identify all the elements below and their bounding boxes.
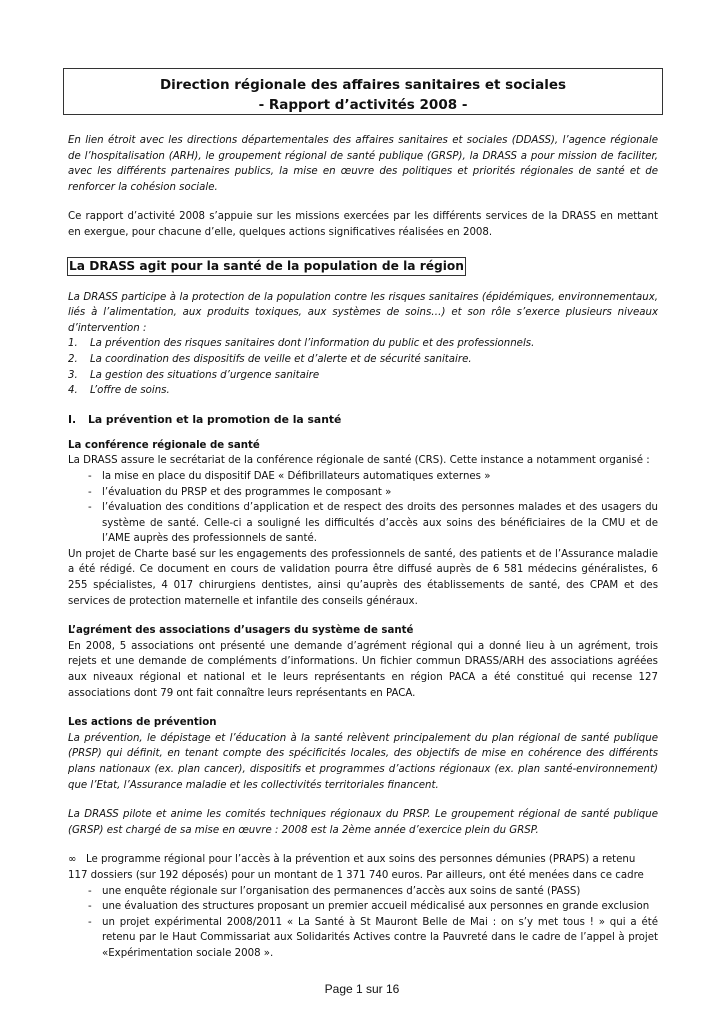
section-title: La DRASS agit pour la santé de la population de la région (67, 257, 466, 276)
subheading-prevention: Les actions de prévention (68, 717, 217, 729)
list-item: 1. La prévention des risques sanitaires dont l’information du public et des professionnels. (68, 338, 535, 350)
subheading-crs: La conférence régionale de santé (68, 439, 260, 451)
intro-paragraph: En lien étroit avec les directions départementales des affaires sanitaires et sociales (DDASS), l’agence régionale de l’hospitalisation (ARH), le groupement régional de santé publique (GRSP), la DRASS a pour mission de faciliter, avec les différents partenaires publics, la mise en œuvre des politiques et priorités régionales de santé et de renforcer la cohésion sociale. (68, 135, 658, 193)
document-page (68, 68, 658, 962)
prevention-paragraph: La prévention, le dépistage et l’éducation à la santé relèvent principalement du plan régional de santé publique (PRSP) qui définit, en tenant compte des spécificités locales, des objectifs de mise en cohérence des différents plans nationaux (ex. plan cancer), dispositifs et programmes d’actions régionaux (ex. plan santé-environnement) que l’Etat, l’Assurance maladie et les collectivités territoriales financent. (68, 732, 658, 791)
list-item: - la mise en place du dispositif DAE « Défibrillateurs automatiques externes » (88, 470, 491, 482)
list-item: - l’évaluation des conditions d’application et de respect des droits des personnes malades et des usagers du système de santé. Celle-ci a souligné les difficultés d’accès aux soins des bénéficiaires de la CMU et de l’AME auprès des professionnels de santé. (88, 502, 658, 545)
list-item: 4. L’offre de soins. (68, 385, 170, 397)
praps-line: ∞ Le programme régional pour l’accès à la prévention et aux soins des personnes démunies (PRAPS) a retenu (68, 852, 658, 868)
mission-list (68, 336, 658, 398)
list-item: - une enquête régionale sur l’organisation des permanences d’accès aux soins de santé (PASS) (88, 885, 581, 897)
crs-list (68, 469, 658, 547)
charte-paragraph: Un projet de Charte basé sur les engagements des professionnels de santé, des patients et de l’Assurance maladie a été rédigé. Ce document en cours de validation pourra être diffusé auprès de 6 581 médecins généralistes, 6 255 spécialistes, 4 017 chirurgiens dentistes, ainsi qu’auprès des établissements de santé, des CPAM et des services de protection maternelle et infantile des conseils généraux. (68, 548, 658, 607)
praps-list (68, 884, 658, 962)
list-item: 3. La gestion des situations d’urgence sanitaire (68, 369, 320, 381)
title-box (63, 68, 663, 115)
page-subtitle: - Rapport d’activités 2008 - (258, 97, 468, 113)
prsp-paragraph: La DRASS pilote et anime les comités techniques régionaux du PRSP. Le groupement régional de santé publique (GRSP) est chargé de sa mise en œuvre : 2008 est la 2ème année d’exercice plein du GRSP. (68, 809, 658, 836)
list-item: - une évaluation des structures proposant un premier accueil médicalisé aux personnes en grande exclusion (88, 901, 650, 913)
page-title: Direction régionale des affaires sanitaires et sociales (159, 77, 567, 93)
agrement-paragraph: En 2008, 5 associations ont présenté une demande d’agrément régional qui a donné lieu à un agrément, trois rejets et une demande de compléments d’informations. Un fichier commun DRASS/ARH des associations agréées aux niveaux régional et national et le leurs représentants en région PACA a été constitué qui recense 127 associations dont 79 ont fait connaître leurs représentants en PACA. (68, 640, 658, 699)
crs-paragraph: La DRASS assure le secrétariat de la conférence régionale de santé (CRS). Cette instance a notamment organisé : (68, 455, 650, 467)
intro-paragraph-2: Ce rapport d’activité 2008 s’appuie sur les missions exercées par les différents services de la DRASS en mettant en exergue, pour chacune d’elle, quelques actions significatives réalisées en 2008. (68, 211, 658, 238)
part-heading: I. La prévention et la promotion de la santé (68, 412, 342, 426)
infinity-bullet-icon: ∞ (68, 854, 77, 866)
list-item: 2. La coordination des dispositifs de veille et d’alerte et de sécurité sanitaire. (68, 353, 472, 365)
list-item: - l’évaluation du PRSP et des programmes le composant » (88, 486, 392, 498)
subheading-agrement: L’agrément des associations d’usagers du système de santé (68, 625, 414, 637)
page-number: Page 1 sur 16 (324, 982, 400, 996)
list-item: - un projet expérimental 2008/2011 « La Santé à St Mauront Belle de Mai : on s’y met tous ! » qui a été retenu par le Haut Commissariat aux Solidarités Actives contre la Pauvreté dans le cadre de l’appel à projet «Expérimentation sociale 2008 ». (88, 916, 658, 959)
section-intro: La DRASS participe à la protection de la population contre les risques sanitaires (épidémiques, environnementaux, liés à l’alimentation, aux produits toxiques, aux systèmes de soins…) et son rôle s’exerce plusieurs niveaux d’intervention : (68, 291, 658, 334)
praps-line-2: 117 dossiers (sur 192 déposés) pour un montant de 1 371 740 euros. Par ailleurs, ont été menées dans ce cadre (68, 869, 644, 881)
